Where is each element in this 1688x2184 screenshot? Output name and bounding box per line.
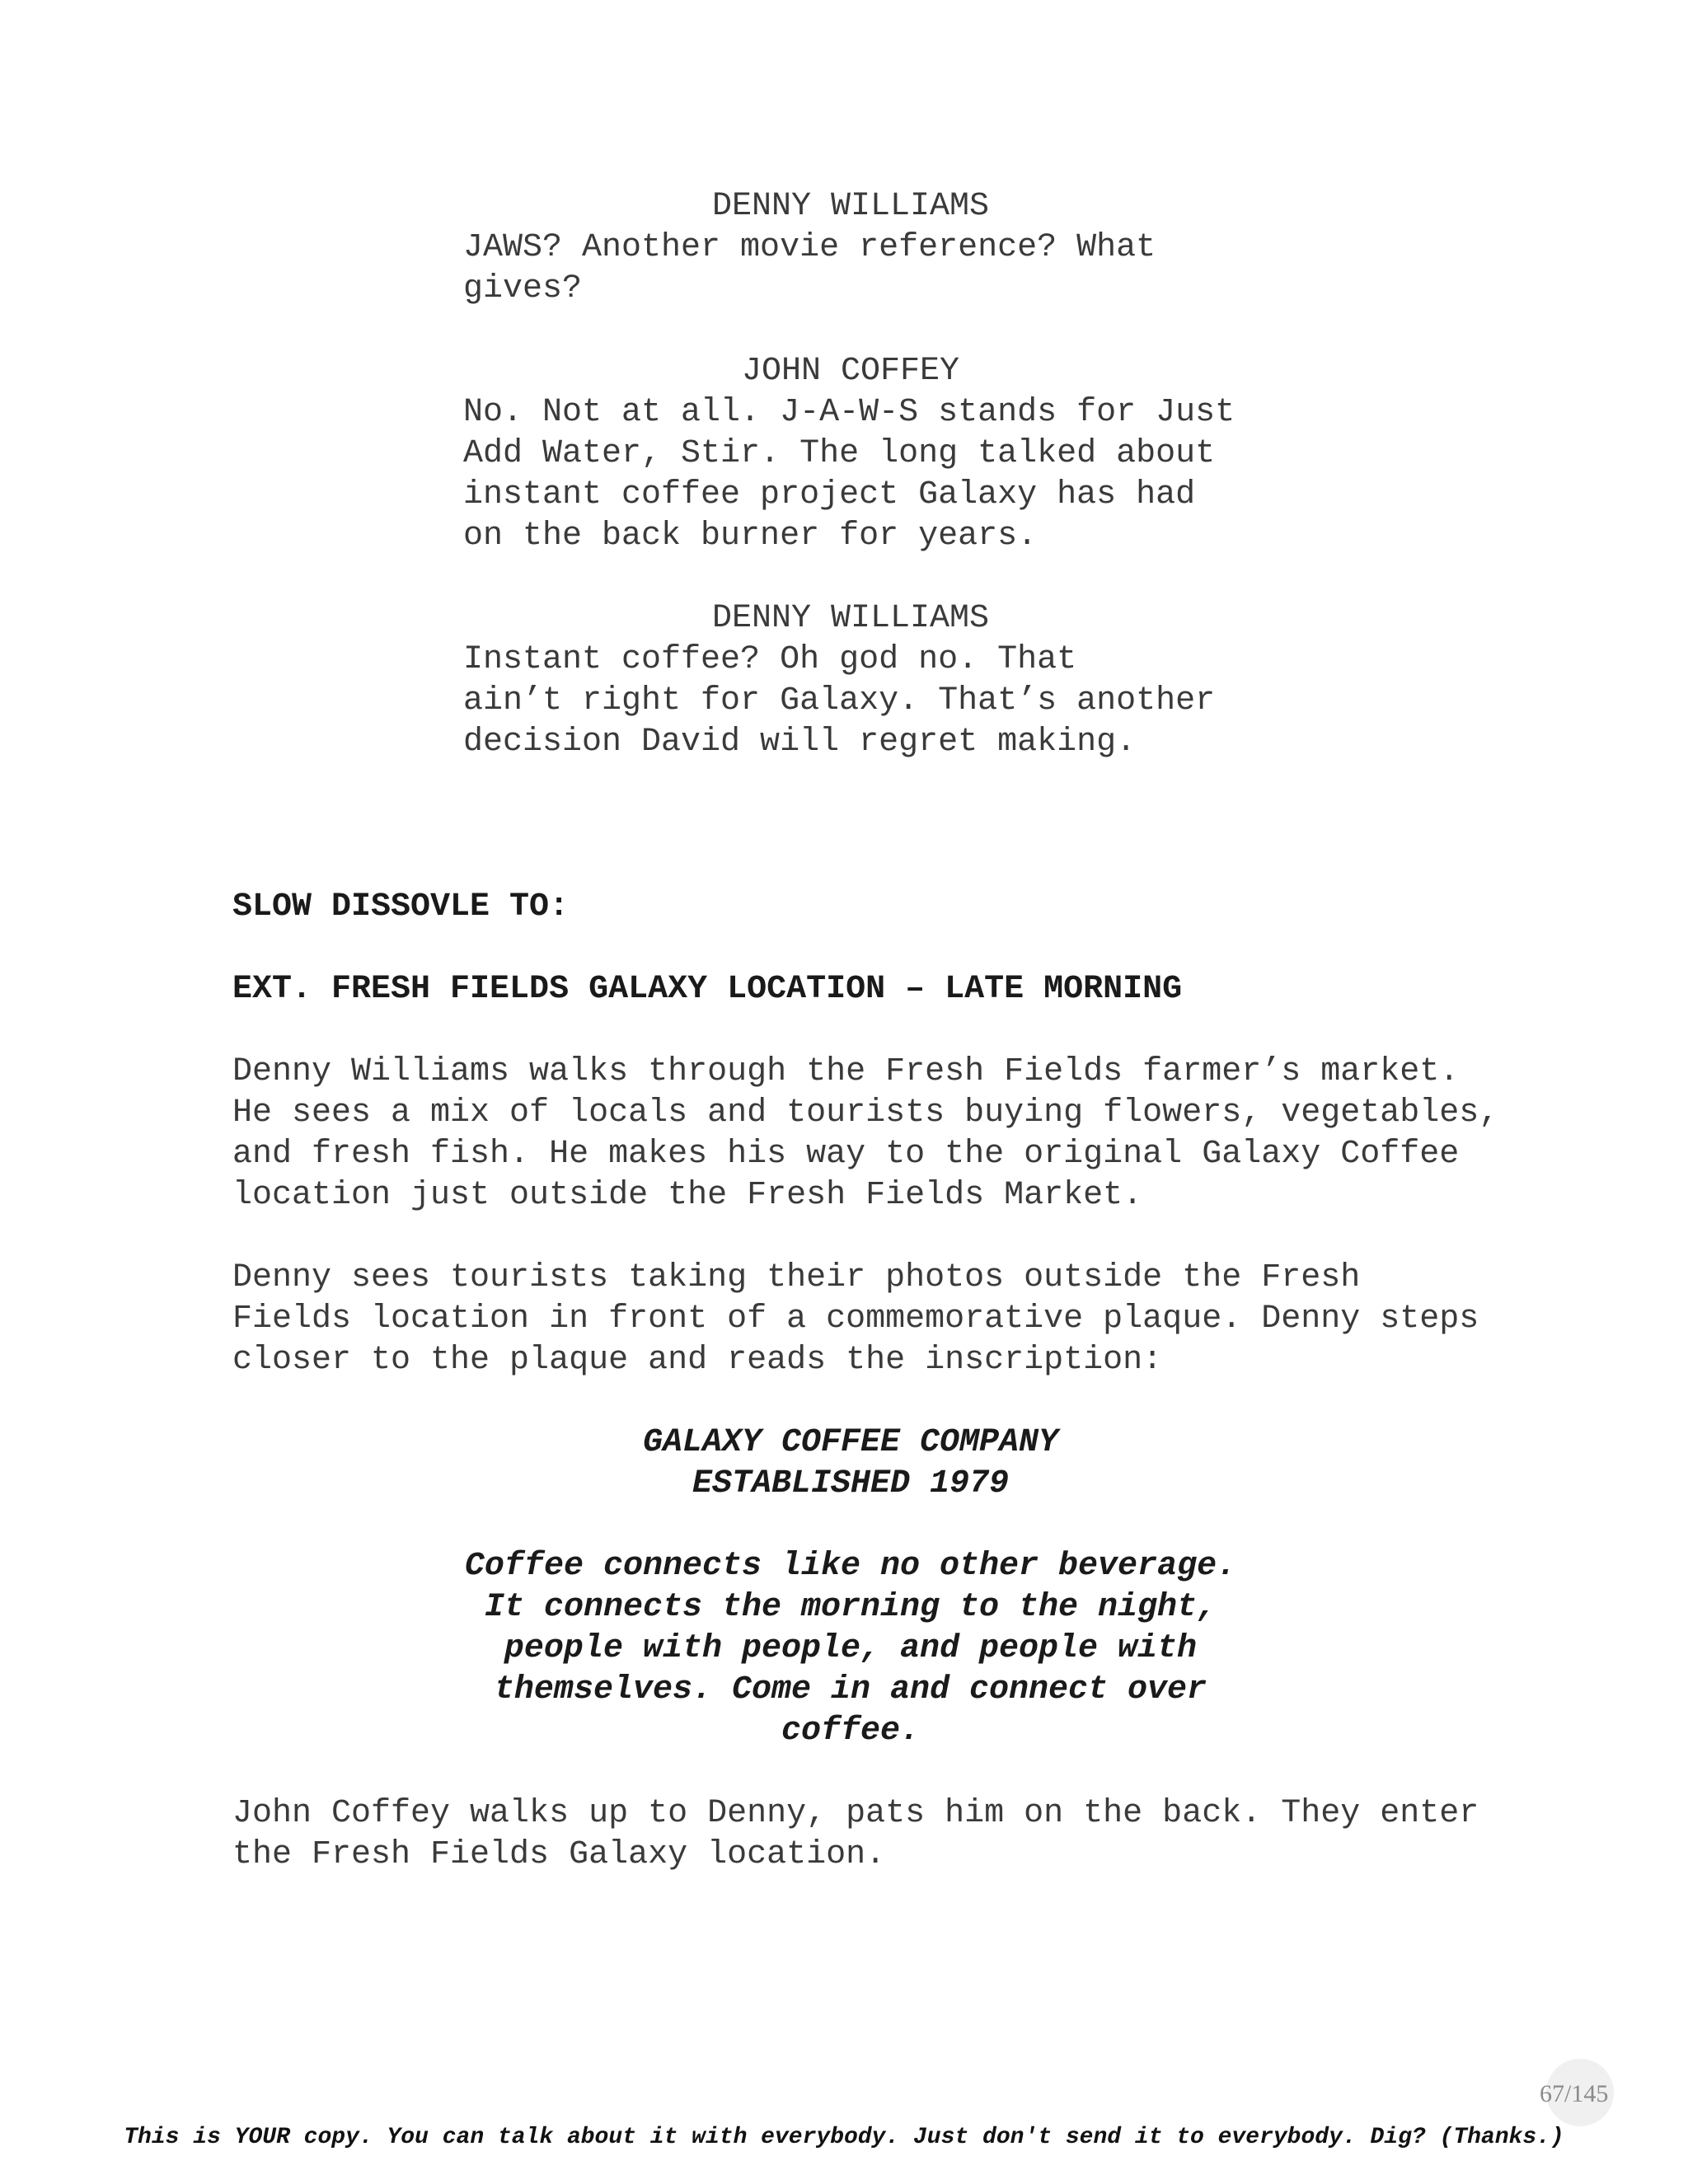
action-line: and fresh fish. He makes his way to the original Galaxy Coffee (232, 1136, 1460, 1173)
character-name: JOHN COFFEY (742, 353, 960, 390)
character-name: DENNY WILLIAMS (712, 188, 990, 225)
action-line: Fields location in front of a commemorative plaque. Denny steps (232, 1301, 1479, 1338)
action-line: the Fresh Fields Galaxy location. (232, 1836, 886, 1873)
action-line: John Coffey walks up to Denny, pats him on the back. They enter (232, 1795, 1479, 1832)
page-number: 67/145 (1540, 2080, 1609, 2107)
plaque-text-line: It connects the morning to the night, (484, 1589, 1217, 1626)
plaque-text-line: themselves. Come in and connect over (494, 1671, 1207, 1708)
plaque-text-line: Coffee connects like no other beverage. (464, 1548, 1237, 1585)
dialogue-line: instant coffee project Galaxy has had (463, 476, 1196, 513)
plaque-title-line: GALAXY COFFEE COMPANY (642, 1424, 1059, 1461)
dialogue-line: ain’t right for Galaxy. That’s another (463, 682, 1216, 719)
transition: SLOW DISSOVLE TO: (232, 888, 570, 926)
dialogue-line: Instant coffee? Oh god no. That (463, 641, 1077, 678)
dialogue-line: gives? (463, 270, 583, 307)
action-line: He sees a mix of locals and tourists buying flowers, vegetables, (232, 1094, 1499, 1132)
dialogue-line: on the back burner for years. (463, 518, 1038, 555)
dialogue-line: No. Not at all. J-A-W-S stands for Just (463, 394, 1236, 431)
action-line: closer to the plaque and reads the inscription: (232, 1342, 1163, 1379)
action-line: Denny Williams walks through the Fresh Fields farmer’s market. (232, 1053, 1460, 1090)
dialogue-line: JAWS? Another movie reference? What (463, 229, 1156, 266)
plaque-text-line: people with people, and people with (504, 1630, 1198, 1667)
character-name: DENNY WILLIAMS (712, 600, 990, 637)
dialogue-line: Add Water, Stir. The long talked about (463, 435, 1216, 472)
action-line: Denny sees tourists taking their photos outside the Fresh (232, 1259, 1361, 1296)
scene-heading: EXT. FRESH FIELDS GALAXY LOCATION – LATE MORNING (232, 971, 1183, 1008)
dialogue-line: decision David will regret making. (463, 724, 1137, 761)
action-line: location just outside the Fresh Fields Market. (232, 1177, 1143, 1214)
plaque-text-line: coffee. (781, 1713, 921, 1750)
plaque-title-line: ESTABLISHED 1979 (692, 1465, 1010, 1502)
copy-notice-footer: This is YOUR copy. You can talk about it with everybody. Just don't send it to everybody. Dig? (Thanks.) (124, 2125, 1564, 2150)
